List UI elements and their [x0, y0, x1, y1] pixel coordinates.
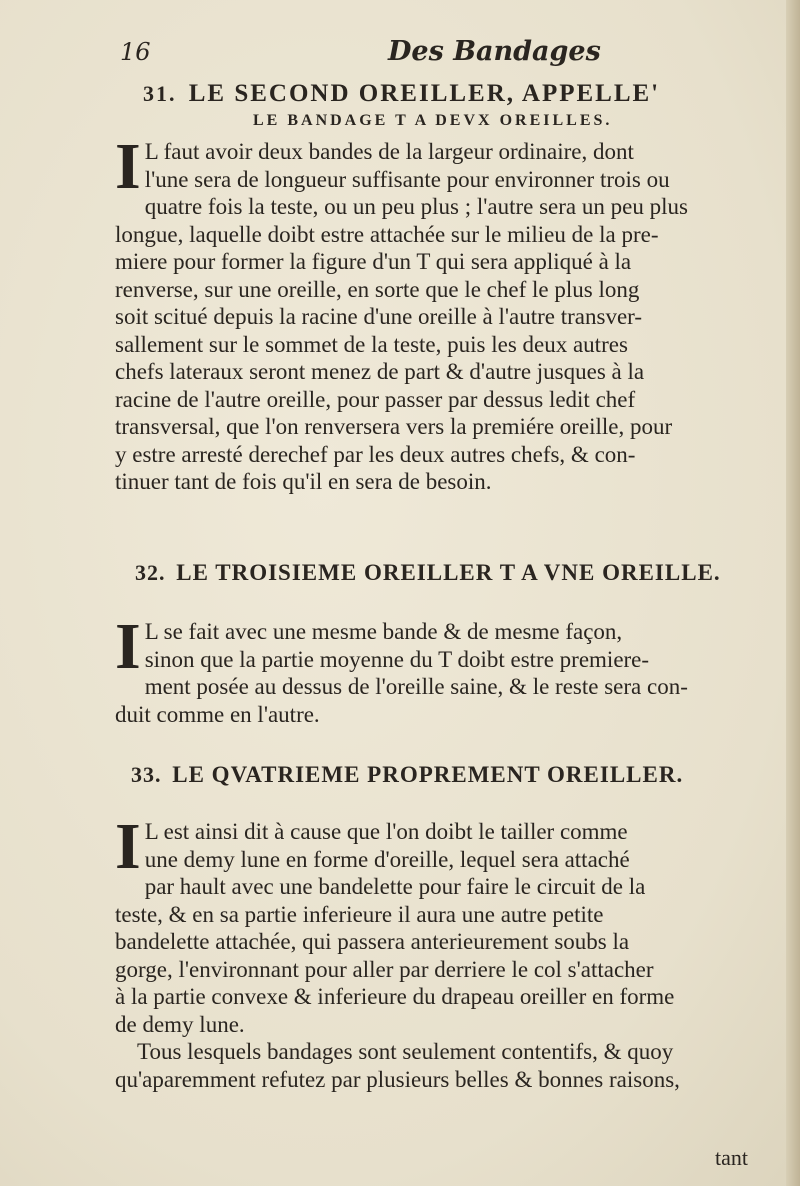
section-title: LE SECOND OREILLER, APPELLE' — [188, 80, 661, 107]
section-title: LE QVATRIEME PROPREMENT OREILLER. — [172, 762, 684, 787]
page-edge-shadow — [786, 0, 800, 1186]
page-number: 16 — [120, 38, 151, 66]
section-31-body: I L faut avoir deux bandes de la largeur ordinaire, dont l'une sera de longueur suffisante pour environner trois ou quatre fois la teste, ou un peu plus ; l'autre sera un peu plus longue, laquelle doibt estre attachée sur le milieu de la pre- miere pour former la figure d'un T qui sera appliqué à la renverse, sur une oreille, en sorte que le chef le plus long soit scitué depuis la racine d'une oreille à l'autre transver- sallement sur le sommet de la teste, puis les deux autres chefs lateraux seront menez de part & d'autre jusques à la racine de l'autre oreille, pour passer par dessus ledit chef transversal, que l'on renversera vers la premiére oreille, pour y estre arresté derechef par les deux autres chefs, & con- tinuer tant de fois qu'il en sera de besoin. — [115, 130, 688, 494]
section-33-heading — [115, 762, 770, 788]
section-number: 32. — [135, 560, 166, 585]
drop-capital: I — [115, 130, 141, 203]
section-title: LE TROISIEME OREILLER T A VNE OREILLE. — [176, 560, 721, 585]
catchword: tant — [715, 1145, 748, 1170]
section-32-body: I L se fait avec une mesme bande & de mesme façon, sinon que la partie moyenne du T doibt estre premiere- ment posée au dessus de l'oreille saine, & le reste sera con- duit comme en l'autre. — [115, 610, 688, 727]
section-number: 33. — [131, 762, 162, 787]
drop-capital: I — [115, 610, 141, 683]
running-title: Des Bandages — [388, 36, 601, 67]
page-header — [0, 30, 800, 70]
section-31-heading — [115, 80, 770, 130]
section-subtitle: LE BANDAGE T A DEVX OREILLES. — [253, 112, 613, 129]
section-32-heading — [115, 560, 770, 586]
section-number: 31. — [143, 81, 177, 106]
section-33-body: I L est ainsi dit à cause que l'on doibt le tailler comme une demy lune en forme d'oreille, lequel sera attaché par hault avec une bandelette pour faire le circuit de la teste, & en sa partie inferieure il aura une autre petite bandelette attachée, qui passera anterieurement soubs la gorge, l'environnant pour aller par derriere le col s'attacher à la partie convexe & inferieure du drapeau oreiller en forme de demy lune. Tous lesquels bandages sont seulement contentifs, & quoy qu'aparemment refutez par plusieurs belles & bonnes raisons, — [115, 810, 680, 1092]
drop-capital: I — [115, 810, 141, 883]
